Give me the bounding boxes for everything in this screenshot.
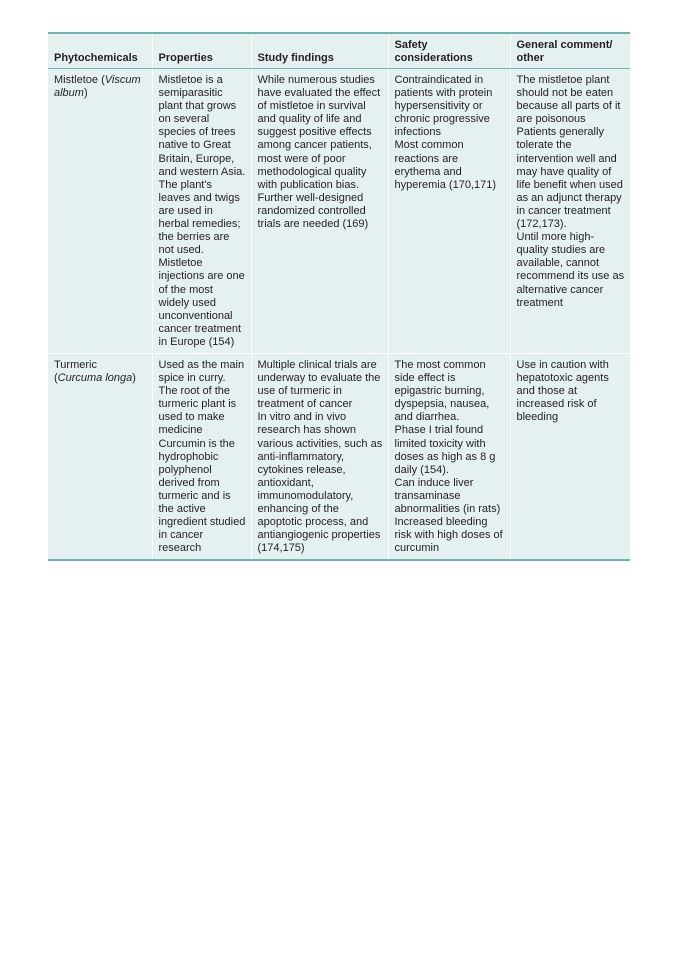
cell-safety-turmeric <box>388 353 510 560</box>
name-close: ) <box>83 87 88 100</box>
header-study-findings: Study findings <box>251 33 388 69</box>
safety-item: Can induce liver transaminase abnormalities (in rats) <box>394 476 501 515</box>
cell-safety-mistletoe <box>388 69 510 354</box>
cell-comment-turmeric <box>510 353 630 560</box>
safety-item: Increased bleeding risk with high doses of curcumin <box>394 516 503 555</box>
cell-phytochemical-turmeric <box>48 353 152 560</box>
cell-comment-mistletoe <box>510 69 630 354</box>
safety-item: Phase I trial found limited toxicity with doses as high as 8 g daily (154). <box>394 424 496 476</box>
cell-properties-mistletoe <box>152 69 251 354</box>
common-name: Turmeric ( <box>54 358 97 385</box>
table-header-row <box>48 33 630 69</box>
findings-item: In vitro and in vivo research has shown various activities, such as anti-inflammatory, cytokines release, antioxidant, immunomodulatory, enhancing of the apoptotic process, and antiangiogenic properties (174,175) <box>257 411 383 555</box>
header-phytochemicals: Phytochemicals <box>48 33 152 69</box>
findings-item: Multiple clinical trials are underway to evaluate the use of turmeric in treatment of cancer <box>257 358 381 411</box>
properties-item: Curcumin is the hydrophobic polyphenol derived from turmeric and is the active ingredient studied in cancer research <box>158 437 246 555</box>
common-name: Mistletoe ( <box>54 74 105 86</box>
properties-item: Used as the main spice in curry. The root of the turmeric plant is used to make medicine <box>158 358 245 437</box>
header-safety-considerations: Safety considerations <box>388 33 510 69</box>
safety-item: Most common reactions are erythema and hyperemia (170,171) <box>394 139 497 191</box>
header-properties: Properties <box>152 33 251 69</box>
scientific-name: Viscum album <box>54 74 141 100</box>
phytochemicals-table <box>48 32 630 561</box>
cell-findings-mistletoe <box>251 69 388 354</box>
cell-properties-turmeric <box>152 353 251 560</box>
comment-text: Use in caution with hepatotoxic agents and those at increased risk of bleeding <box>516 358 609 424</box>
name-close: ) <box>132 372 136 385</box>
phytochemicals-table-container <box>48 32 630 561</box>
comment-item: Patients generally tolerate the intervention well and may have quality of life benefit when used as an adjunct therapy in cancer treatment (172,173). <box>516 126 623 231</box>
safety-item: The most common side effect is epigastric burning, dyspepsia, nausea, and diarrhea. <box>394 358 490 424</box>
cell-phytochemical-mistletoe <box>48 69 152 354</box>
scientific-name: Curcuma longa <box>57 372 133 385</box>
safety-item: Contraindicated in patients with protein hypersensitivity or chronic progressive infections <box>394 74 493 139</box>
properties-text: Mistletoe is a semiparasitic plant that grows on several species of trees native to Great Britain, Europe, and western Asia. The plant's leaves and twigs are used in herbal remedies; the berries are not used. Mistletoe injections are one of the most widely used unconventional cancer treatment in Europe (154) <box>158 74 246 348</box>
table-row-turmeric <box>48 353 630 560</box>
comment-item: Until more high-quality studies are available, cannot recommend its use as alternative cancer treatment <box>516 231 625 309</box>
comment-item: The mistletoe plant should not be eaten because all parts of it are poisonous <box>516 74 621 126</box>
header-general-comment: General comment/ other <box>510 33 630 69</box>
table-row-mistletoe <box>48 69 630 354</box>
cell-findings-turmeric <box>251 353 388 560</box>
findings-text: While numerous studies have evaluated the effect of mistletoe in survival and quality of life and suggest positive effects among cancer patients, most were of poor methodological quality with publication bias. Further well-designed randomized controlled trials are needed (169) <box>257 74 381 231</box>
